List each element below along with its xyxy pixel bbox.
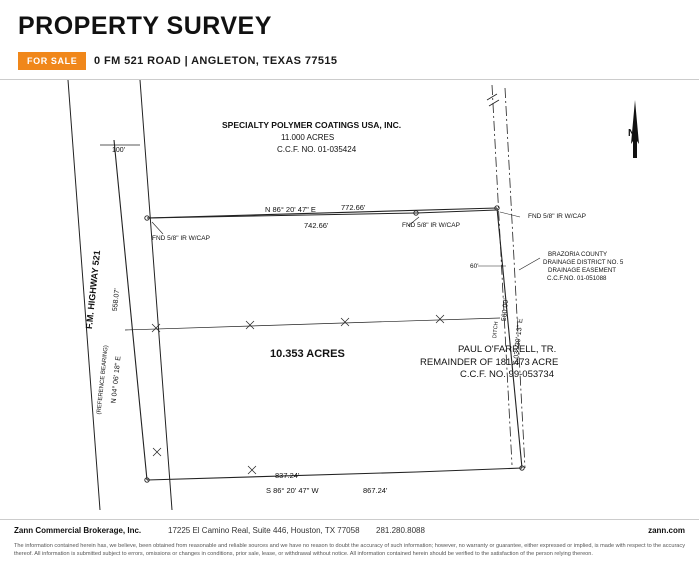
adjacent-owner-line-3: C.C.F. NO. 99-053734 bbox=[460, 369, 554, 380]
page-title: PROPERTY SURVEY bbox=[18, 12, 272, 40]
setback-100-label: 100' bbox=[112, 147, 126, 154]
status-badge: FOR SALE bbox=[18, 52, 86, 70]
road-line-east bbox=[140, 80, 172, 510]
monument-label-2: FND 5/8" IR W/CAP bbox=[402, 222, 460, 229]
north-label: N bbox=[628, 128, 636, 139]
footer-website[interactable]: zann.com bbox=[648, 526, 685, 535]
fence-line bbox=[125, 318, 500, 330]
adjacent-owner-line-1: PAUL O'FARRELL, TR. bbox=[458, 344, 557, 355]
footer-company-name: Zann Commercial Brokerage, Inc. bbox=[14, 526, 142, 535]
reference-bearing-label: (REFERENCE BEARING) bbox=[96, 344, 110, 415]
west-bearing-label: N 04° 06' 18" E bbox=[110, 355, 123, 404]
south-line-right bbox=[416, 468, 522, 472]
monument-label-1: FND 5/8" IR W/CAP bbox=[152, 235, 210, 242]
south-line-distance-right: 867.24' bbox=[363, 486, 388, 495]
easement-line-4: C.C.F.NO. 01-051088 bbox=[547, 275, 607, 282]
ditch-centerline bbox=[492, 85, 512, 465]
page-header bbox=[0, 0, 699, 80]
north-parcel-file: C.C.F. NO. 01-035424 bbox=[277, 145, 357, 154]
adjacent-owner-line-2: REMAINDER OF 181.473 ACRE bbox=[420, 357, 559, 368]
ditch-label: DITCH bbox=[492, 321, 500, 339]
easement-line bbox=[505, 88, 525, 468]
easement-width-label: 60' bbox=[470, 263, 479, 270]
footer-phone: 281.280.8088 bbox=[376, 526, 425, 535]
easement-line-3: DRAINAGE EASEMENT bbox=[548, 267, 617, 274]
south-line-bearing: S 86° 20' 47" W bbox=[266, 486, 319, 495]
survey-drawing bbox=[0, 80, 699, 510]
east-bearing-label: S 03° 39' 13" E bbox=[512, 318, 525, 366]
page-footer bbox=[0, 520, 699, 588]
property-address: 0 FM 521 ROAD | ANGLETON, TEXAS 77515 bbox=[94, 55, 338, 67]
monument-label-3: FND 5/8" IR W/CAP bbox=[528, 213, 586, 220]
west-distance-label: 558.07' bbox=[111, 288, 122, 312]
south-line-distance-left: 837.24' bbox=[275, 471, 300, 480]
north-parcel-acreage: 11.000 ACRES bbox=[281, 133, 335, 142]
easement-line-2: DRAINAGE DISTRICT NO. 5 bbox=[543, 259, 624, 266]
east-distance-label: 560.00' bbox=[500, 298, 511, 322]
footer-disclaimer: The information contained herein has, we believe, been obtained from reasonable and reliable sources and we have no reason to doubt the accuracy of such information; however, no warranty or guarantee, either expressed or implied, is made with respect to the accuracy thereof. All information is submitted subject to errors, omissions or changes in conditions, prior sale, lease, or withdrawal without notice. All information contained herein should be verified to the satisfaction of the person relying thereon. bbox=[14, 543, 686, 557]
highway-label: F.M. HIGHWAY 521 bbox=[83, 249, 103, 330]
easement-line-1: BRAZORIA COUNTY bbox=[548, 251, 608, 258]
boundary-north bbox=[147, 208, 497, 218]
north-line-bearing: N 86° 20' 47" E bbox=[265, 205, 316, 214]
fence-ticks bbox=[152, 315, 444, 332]
north-line-distance-left: 742.66' bbox=[304, 221, 329, 230]
tract-acreage: 10.353 ACRES bbox=[270, 348, 345, 360]
north-parcel-owner: SPECIALTY POLYMER COATINGS USA, INC. bbox=[222, 120, 402, 130]
north-line-distance-right: 772.66' bbox=[341, 203, 366, 212]
footer-company-address: 17225 El Camino Real, Suite 446, Houston, TX 77058 bbox=[168, 526, 360, 535]
